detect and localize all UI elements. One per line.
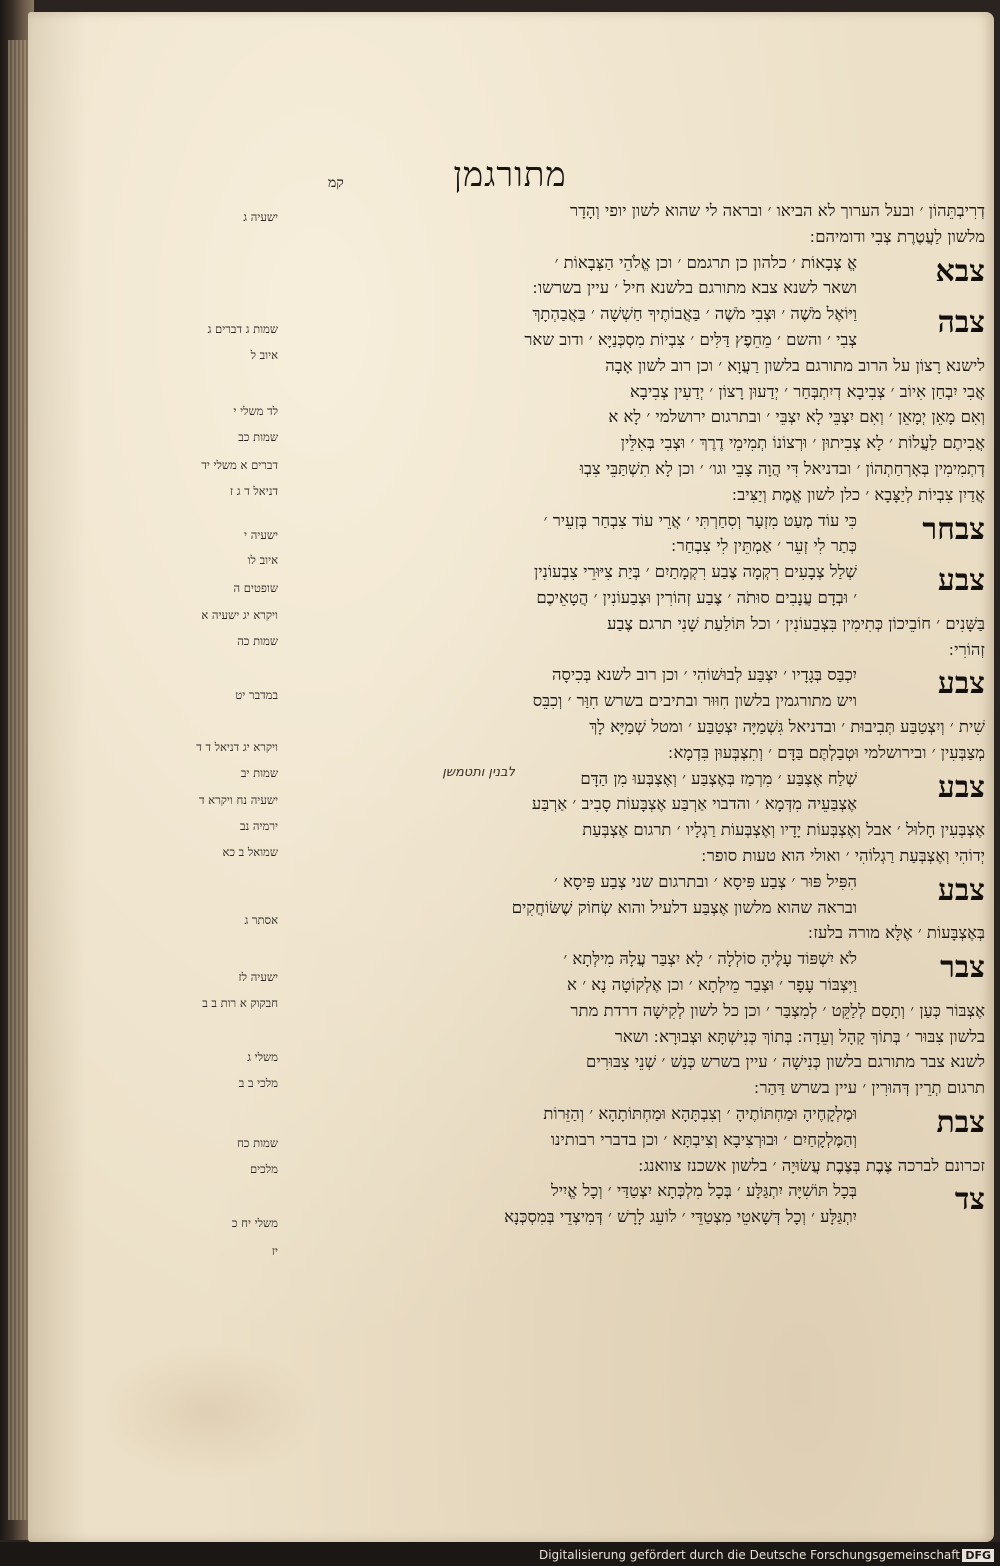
entry-line: וַיּוֹאֶל מֹשֶׁה ׳ וּצְבִי מֹשֶׁה ׳ בַּאֲבוֹתֶיךָ חַשְׁשָׁה ׳ בַּאֲבַהְתָךְ [532,304,857,324]
entry-line: תרגום תְרֵין דְּהוּרִין ׳ עיין בשרש דַּהַר ׃ [754,1078,985,1098]
margin-reference: ישעיה ג [243,210,278,224]
entry-headword: צד [954,1182,985,1218]
entry-headword: צבע [937,872,985,908]
entry-line: ובראה שהוא מלשון אֶצְבַּע דלעיל והוא שְׂחוֹק שֶׁשּׂוֹחֲקִים [511,897,857,917]
margin-reference: ויקרא יג דניאל ד ד [196,740,278,754]
margin-reference: משלי ג [247,1050,278,1064]
entry-line: ויש מתורגמין בלשון חִוּוּר ובתיבים בשרש חִוַּר ׳ וְכִבֵּס [532,691,857,711]
running-head-title: מתורגמן [453,155,567,195]
entry-line: וַיִּצְבּוֹר עָפָר ׳ וּצְבַר מֵילְתָא ׳ וכן אֶלְקוֹטָה נָא ׳ א [567,975,857,994]
entry-line: כְּתַר לִי זְעֵר ׳ אַמְתֵּין לִי צִבְחַר ׃ [671,536,857,556]
entry-line: אֶצְבַּעֵיה מִדְּמָא ׳ והדבוי אַרְבַּע אֶצְבָּעוֹת סָבִיב ׳ אַרְבַּע [531,794,857,814]
dfg-logo: DFG [962,1549,994,1562]
entry-line: לֹא יִשְׁפּוֹד עָלֶיהָ סוֹלְלָה ׳ לָא יִצְבַּר עֲלָהּ מִילְּתָא ׳ [563,949,857,969]
entry-line: שְׁלַל צְבָעִים רִקְמָה צֶבַע רִקְמָתַיִם ׳ בְּיַת צִיּוּרֵי צִבְעוֹנִין [533,562,857,582]
margin-reference: שמות יב [240,766,278,780]
margin-reference: שמות כה [237,634,278,648]
entry-line: ושאר לשנא צבא מתורגם בלשנא חיל ׳ עיין בשרשו ׃ [532,278,857,298]
entry-headword: צבע [937,666,985,702]
margin-reference: אסתר ג [244,913,278,927]
entry-headword: צבת [936,1105,985,1140]
entry-line: שִׁית ׳ וְיִצְטַבַּע תְּבִיבוּת ׳ ובדניאל גִּשְׁמַיָּה יִצְטַבַּע ׳ ומטל שְׁמַיָּא לָךְ [589,717,985,736]
folio-number: קמ [328,175,344,191]
entry-headword: צבע [937,563,985,599]
margin-reference: לד משלי י [233,404,278,418]
entry-line: אֲבִיתֶם לַעֲלוֹת ׳ לָא צְבִיתוּן ׳ וּרְצוֹנוֹ תְמִימֵי דֶרֶךְ ׳ וּצְבִי בְּאִלֵּין [620,433,985,453]
entry-headword: צבר [940,950,985,986]
margin-reference: שמות כב [238,430,278,444]
entry-line: בְּאֶצְבָּעוֹת ׳ אֶלָּא מורה בלעז ׃ [808,923,985,943]
entry-line: דְרִיבְתֵּהוֹן ׳ ובעל הערוך לא הביאו ׳ ובראה לי שהוא לשון יופי וְהָדָר [570,201,985,220]
entry-line: בלשון צִבּוּר ׳ בְּתוֹךְ קָהָל וְעֵדָה ׃ בְּתוֹךְ כְּנִישְׁתָּא וּצְבוּרָא ׃ ושאר [614,1026,985,1046]
digitization-credit: Digitalisierung gefördert durch die Deutsche Forschungsgemeinschaft [538,1548,960,1562]
margin-reference: משלי יח כ [231,1216,278,1230]
margin-reference: יז [271,1244,278,1258]
entry-headword: צבע [937,769,985,805]
entry-line: זכרונם לברכה צֶבֶת בְּצֶבֶת עֲשׂוּיָה ׳ בלשון אשכנז צוואנג ׃ [638,1155,985,1175]
dictionary-entries [285,198,985,1298]
margin-reference: ישעיה לז [238,970,278,984]
running-head [0,155,1000,195]
margin-reference: דברים א משלי יד [201,458,278,472]
entry-line: זְהוֹרִי ׃ [949,639,985,659]
entry-line: אֶצְבּוֹר כְּעַן ׳ וְתָסַם לְלַקֵּט ׳ לְמִצְבַּר ׳ וכן כל לשון לְקִישָׁה דרדת מתר [570,1000,985,1020]
handwritten-note: לבנין ותטמשן [442,764,515,780]
entry-line: הִפִּיל פּוּר ׳ צְבַע פִּיסָא ׳ ובתרגום שני צְבַע פִּיסָא ׳ [553,871,857,891]
entry-line: לשנא צבר מתורגם בלשון כְּנִישָׁה ׳ עיין בשרש כְּנַשׁ ׳ שְׁנֵי צִבּוּרִים [586,1052,985,1072]
entry-line: אֲבִי יִבְחַן אִיוֹב ׳ צְבִיבָא דְיִתְבְּחַר ׳ יְדַעוּן רָצוֹן ׳ יְדַעִין צְבִיבָא [630,381,985,401]
margin-reference: מלכים [249,1162,278,1176]
margin-reference: מלכי ב ב [238,1076,278,1090]
paper-stain [98,1342,318,1482]
entry-line: אֶצְבְּעִין חָלוּל ׳ אבל וְאֶצְבְּעוֹת יָדָיו וְאֶצְבְּעוֹת רַגְלָיו ׳ תרגום אֶצְבְּעַת [582,820,985,840]
margin-reference: ירמיה נב [239,819,278,833]
entry-line: יִתְגַּלָּע ׳ וְכָל דְּשָׁאטֵי מִצְטַדֵּי ׳ לוֹעֵג לָרָשׁ ׳ דְּמִיצְדֵי בְּמִסְכְּנָא [504,1207,857,1227]
entry-line: ׳ וּבְדָם עֲנָבִים סוּתֹה ׳ צֶבַע זְהוֹרִין וּצְבַעוֹנִין ׳ הֲטָאֵיכֶם [536,588,857,607]
margin-reference: איוב ל [250,348,278,362]
entry-line: כִּי עוֹד מְעַט מִזְעָר וְסִחַרְתִּי ׳ אֲרֵי עוֹד צִבְחַר בְּזְעֵיר ׳ [543,510,857,530]
entry-line: וְאִם מָאֵן יְמָאֵן ׳ וְאִם יִצְבֵּי לָא יִצְבֵּי ׳ ובתרגום ירושלמי ׳ לָא א [608,407,985,427]
entry-line: מְצַבְּעִין ׳ ובירושלמי וּטְבַלְתֶּם בַּדָּם ׳ וְתִצְבְּעוּן בִּדְמָא ׃ [668,742,985,762]
entry-line: וְהַמֶּלְקָחַיִם ׳ וּבוּרְצִיבָא וְצִיבְתָּא ׳ וכן בדברי רבותינו [550,1129,857,1149]
margin-reference: ישעיה נח ויקרא ד [198,793,278,807]
margin-reference: דניאל ד ג ז [229,484,278,498]
margin-reference: איוב לו [247,553,278,567]
entry-headword: צבחר [922,511,985,547]
entry-line: וּמֶלְקָחֶיהָ וּמַחְתּוֹתֶיהָ ׳ וְצִבְתָּהָא וּמַחְתּוֹתָהָא ׳ וְהַזֵּרוֹת [543,1104,857,1123]
entry-line: בְּכָל תּוֹשִׁיָּה יִתְגַּלָּע ׳ בְּכָל מִלְכְּתָא יִצְטַדַּי ׳ וְכָל אֱיִיל [551,1181,857,1201]
margin-reference: שמות כח [237,1136,278,1150]
margin-reference: שופטים ה [233,581,278,595]
margin-reference: ויקרא יג ישעיה א [201,608,278,622]
entry-line: צְבִי ׳ והשם ׳ מֵחֵפֶץ דַּלִּים ׳ צִבְיוֹת מִסְכְּנַיָּא ׳ ודוב שאר [524,330,857,349]
entry-line: דְתְמִימִין בְּאָרְחַתְהוֹן ׳ ובדניאל דִּי הֲוָה צָבֵי וגו׳ ׳ וכן לָא תִשְׁתַּבֵּי צִבְוּ [579,459,985,478]
entry-headword: צבא [935,253,985,289]
entry-headword: צבה [937,305,985,341]
margin-reference: חבקוק א רות ב ב [202,996,278,1010]
entry-line: אֲדַיִן צִבְיוֹת לְיַצָּבָא ׳ כלן לשון אֱמֶת וְיַצִּיב ׃ [732,484,985,504]
entry-line: מלשון לַעֲטֶרֶת צְבִי ודומיהם ׃ [810,226,985,246]
entry-line: בַּשָּׁנִים ׳ חוֹבֵיכוֹן כְּתִימִין בִּצְבַעוֹנִין ׳ וכל תּוֹלַעַת שָׁנִי תרגם צֶבַע [607,613,985,633]
margin-reference: במדבר יט [235,688,278,702]
margin-reference: שמואל ב כא [222,845,278,859]
margin-reference: ישעיה י [244,528,278,542]
entry-line: יִכְבַּס בְּגָדָיו ׳ יִצְבַּע לְבוּשׁוֹהִי ׳ וכן רוב לשנא בְּכִיסָה [552,665,857,685]
entry-line: אֱ צְבָאוֹת ׳ כלהון כן תרגמם ׳ וכן אֱלֹהֵי הַצְּבָאוֹת ׳ [554,252,857,272]
entry-line: שְׁלַח אֶצְבַּע ׳ מִרְמַז בְּאֶצְבַּע ׳ וְאֶצְבְּעוּ מִן הַדָּם [580,768,857,788]
entry-line: יְדוֹהִי וְאֶצְבְּעַת רַגְלוֹהִי ׳ ואולי הוא טעות סופר ׃ [701,846,985,865]
margin-reference: שמות ג דברים ג [207,322,278,336]
entry-line: לישנא רָצוֹן על הרוב מתורגם בלשון רַעֲוָא ׳ וכן רוב לשון אָבָה [605,355,985,375]
